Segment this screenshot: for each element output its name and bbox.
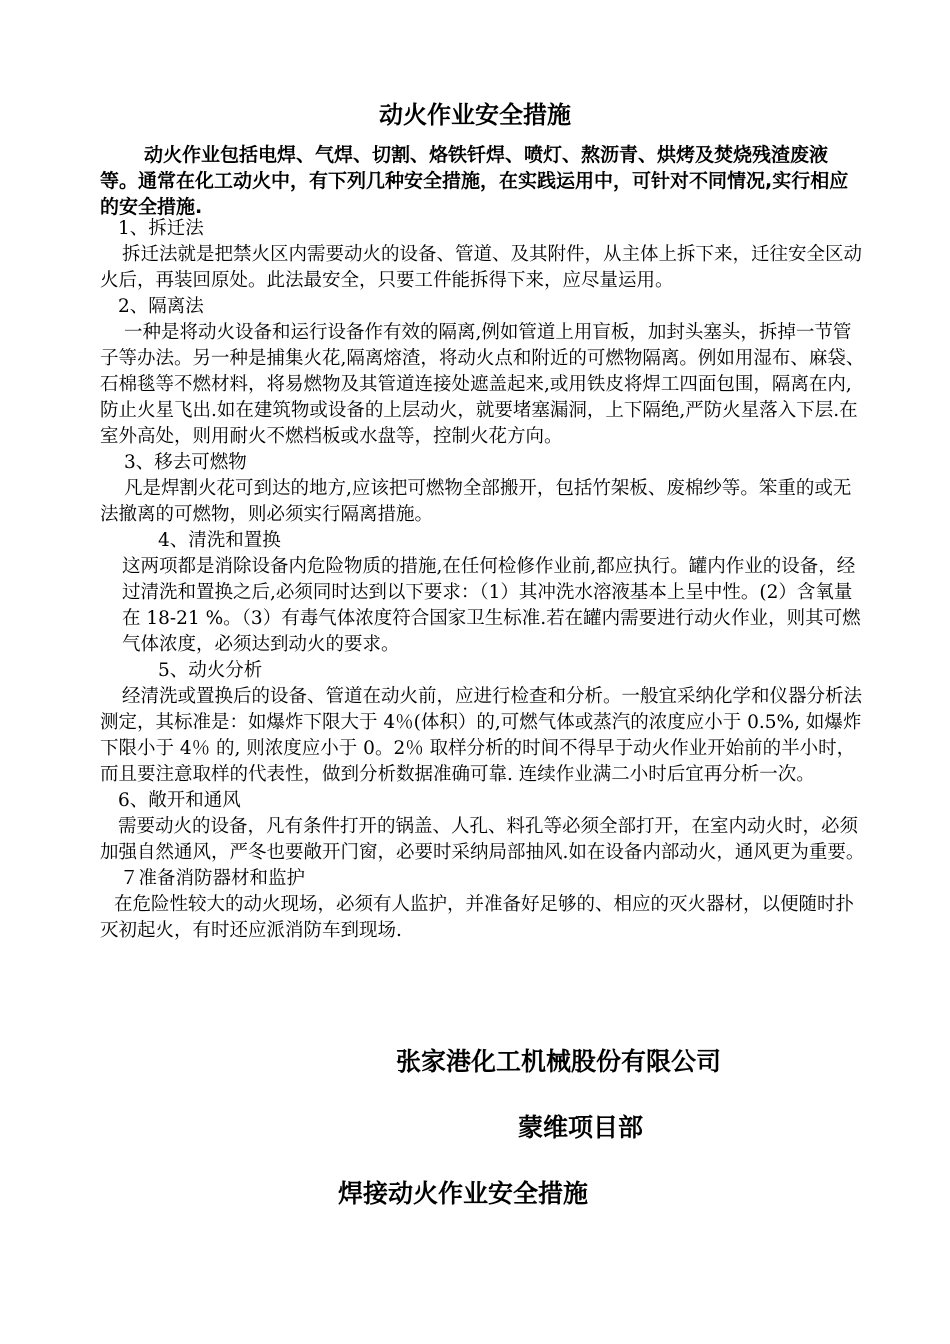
section-paragraph: 凡是焊割火花可到达的地方,应该把可燃物全部搬开，包括竹架板、废棉纱等。笨重的或无法撤离的可燃物，则必须实行隔离措施。	[100, 478, 852, 525]
section-paragraph: 一种是将动火设备和运行设备作有效的隔离,例如管道上用盲板，加封头塞头，拆掉一节管子等办法。另一种是捕集火花,隔离熔渣，将动火点和附近的可燃物隔离。例如用湿布、麻袋、石棉毯等不燃材料，将易燃物及其管道连接处遮盖起来,或用铁皮将焊工四面包围，隔离在内,防止火星飞出.如在建筑物或设备的上层动火，就要堵塞漏洞，上下隔绝,严防火星落入下层.在室外高处，则用耐火不燃档板或水盘等，控制火花方向。	[100, 322, 865, 447]
section-heading: 6、敞开和通风	[118, 790, 241, 811]
section-paragraph: 拆迁法就是把禁火区内需要动火的设备、管道、及其附件，从主体上拆下来，迁往安全区动火后，再装回原处。此法最安全，只要工件能拆得下来，应尽量运用。	[100, 244, 863, 291]
department-name: 蒙维项目部	[518, 1113, 644, 1142]
section-heading: 5、动火分析	[158, 660, 263, 681]
document-body	[100, 216, 865, 944]
section-paragraph: 在危险性较大的动火现场，必须有人监护，并准备好足够的、相应的灭火器材，以便随时扑灭初起火，有时还应派消防车到现场.	[100, 894, 855, 941]
section-paragraph: 需要动火的设备，凡有条件打开的锅盖、人孔、料孔等必须全部打开，在室内动火时，必须加强自然通风，严冬也要敞开门窗，必要时采纳局部抽风.如在设备内部动火，通风更为重要。	[100, 816, 865, 863]
document-subtitle: 焊接动火作业安全措施	[338, 1179, 589, 1208]
section-heading: ７准备消防器材和监护	[120, 868, 306, 889]
section-heading: 2、隔离法	[118, 296, 204, 317]
section-heading: 3、移去可燃物	[124, 452, 247, 473]
section-heading: 4、清洗和置换	[158, 530, 281, 551]
section-heading: 1、拆迁法	[118, 218, 204, 239]
section-paragraph: 经清洗或置换后的设备、管道在动火前，应进行检查和分析。一般宜采纳化学和仪器分析法测定，其标准是：如爆炸下限大于 4％(体积）的,可燃气体或蒸汽的浓度应小于 0.5%, 如爆炸下限小于 4％ 的, 则浓度应小于 0。2％ 取样分析的时间不得早于动火作业开始前的半小时，而且要注意取样的代表性，做到分析数据准确可靠. 连续作业满二小时后宜再分析一次。	[100, 686, 863, 785]
document-title: 动火作业安全措施	[379, 101, 571, 129]
company-name: 张家港化工机械股份有限公司	[396, 1047, 722, 1076]
section-paragraph: 这两项都是消除设备内危险物质的措施,在任何检修作业前,都应执行。罐内作业的设备，经过清洗和置换之后,必须同时达到以下要求：（1）其冲洗水溶液基本上呈中性。(2）含氧量在 18-21 %。（3）有毒气体浓度符合国家卫生标准.若在罐内需要进行动火作业，则其可燃气体浓度，必须达到动火的要求。	[122, 556, 861, 655]
intro-paragraph: 动火作业包括电焊、气焊、切割、烙铁钎焊、喷灯、熬沥青、烘烤及焚烧残渣废液等。通常在化工动火中，有下列几种安全措施，在实践运用中，可针对不同情况,实行相应的安全措施.	[100, 144, 849, 218]
